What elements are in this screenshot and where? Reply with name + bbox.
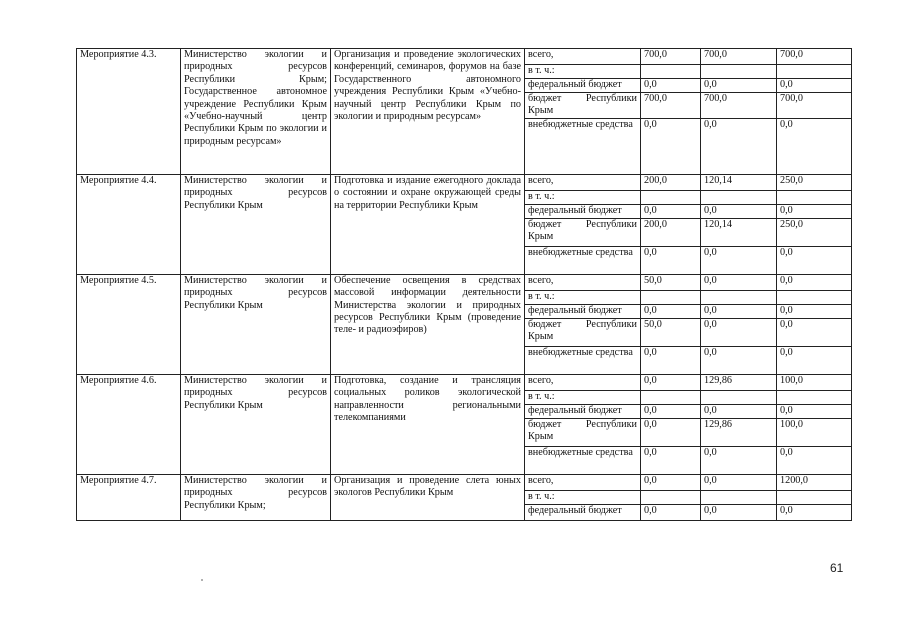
amount-v3: 1200,0 (777, 474, 852, 490)
amount-v3: 0,0 (777, 204, 852, 218)
amount-v3: 100,0 (777, 418, 852, 446)
funding-source: внебюджетные средства (525, 346, 641, 374)
amount-v1: 50,0 (641, 274, 701, 290)
measure-name: Мероприятие 4.3. (77, 49, 181, 175)
amount-v3: 100,0 (777, 374, 852, 390)
measure-executor: Министерство экологии и природных ресурсов Республики Крым; (181, 474, 331, 520)
table-row (77, 474, 852, 490)
table-row (77, 49, 852, 65)
amount-v1: 0,0 (641, 404, 701, 418)
amount-v1: 0,0 (641, 446, 701, 474)
table-row (77, 274, 852, 290)
amount-v3: 0,0 (777, 118, 852, 174)
amount-v2: 0,0 (701, 318, 777, 346)
measure-name: Мероприятие 4.5. (77, 274, 181, 374)
page-number: 61 (830, 561, 844, 575)
amount-v3: 0,0 (777, 79, 852, 93)
amount-v1 (641, 490, 701, 504)
amount-v2: 0,0 (701, 79, 777, 93)
amount-v2 (701, 490, 777, 504)
amount-v2: 0,0 (701, 118, 777, 174)
amount-v3 (777, 65, 852, 79)
amount-v3 (777, 190, 852, 204)
measure-description: Организация и проведение слета юных экологов Республики Крым (331, 474, 525, 520)
amount-v3: 0,0 (777, 304, 852, 318)
funding-source: внебюджетные средства (525, 246, 641, 274)
amount-v3: 0,0 (777, 404, 852, 418)
amount-v2: 0,0 (701, 304, 777, 318)
amount-v2 (701, 190, 777, 204)
amount-v1: 200,0 (641, 174, 701, 190)
funding-source: федеральный бюджет (525, 504, 641, 520)
amount-v1: 700,0 (641, 93, 701, 119)
amount-v1: 0,0 (641, 304, 701, 318)
amount-v2: 0,0 (701, 474, 777, 490)
amount-v2: 0,0 (701, 274, 777, 290)
amount-v1: 0,0 (641, 346, 701, 374)
amount-v1: 50,0 (641, 318, 701, 346)
amount-v3 (777, 390, 852, 404)
measure-executor: Министерство экологии и природных ресурсов Республики Крым (181, 374, 331, 474)
amount-v3 (777, 290, 852, 304)
amount-v1: 700,0 (641, 49, 701, 65)
funding-source: всего, (525, 374, 641, 390)
amount-v2: 0,0 (701, 446, 777, 474)
amount-v3: 700,0 (777, 93, 852, 119)
amount-v1 (641, 290, 701, 304)
measures-table (76, 48, 852, 521)
amount-v3 (777, 490, 852, 504)
funding-source: в т. ч.: (525, 190, 641, 204)
table-row (77, 374, 852, 390)
amount-v1 (641, 190, 701, 204)
funding-source: внебюджетные средства (525, 118, 641, 174)
funding-source: федеральный бюджет (525, 304, 641, 318)
amount-v3: 0,0 (777, 504, 852, 520)
amount-v2: 0,0 (701, 504, 777, 520)
amount-v2: 129,86 (701, 418, 777, 446)
amount-v1 (641, 65, 701, 79)
funding-source: бюджет Республики Крым (525, 218, 641, 246)
amount-v1: 0,0 (641, 418, 701, 446)
amount-v1: 0,0 (641, 118, 701, 174)
funding-source: в т. ч.: (525, 290, 641, 304)
funding-source: бюджет Республики Крым (525, 418, 641, 446)
funding-source: внебюджетные средства (525, 446, 641, 474)
funding-source: бюджет Республики Крым (525, 318, 641, 346)
amount-v3: 0,0 (777, 346, 852, 374)
amount-v2: 129,86 (701, 374, 777, 390)
amount-v2 (701, 290, 777, 304)
measure-executor: Министерство экологии и природных ресурсов Республики Крым (181, 274, 331, 374)
funding-source: в т. ч.: (525, 65, 641, 79)
funding-source: бюджет Республики Крым (525, 93, 641, 119)
amount-v2: 120,14 (701, 218, 777, 246)
funding-source: всего, (525, 474, 641, 490)
measure-name: Мероприятие 4.7. (77, 474, 181, 520)
measure-description: Подготовка, создание и трансляция социальных роликов экологической направленности региональными телекомпаниями (331, 374, 525, 474)
amount-v2: 0,0 (701, 346, 777, 374)
funding-source: в т. ч.: (525, 490, 641, 504)
measure-description: Организация и проведение экологических конференций, семинаров, форумов на базе Государственного автономного учреждения Республики Крым «Учебно-научный центр Республики Крым по экологии и природным ресурсам» (331, 49, 525, 175)
amount-v1: 0,0 (641, 79, 701, 93)
amount-v2: 700,0 (701, 93, 777, 119)
scan-speck (201, 579, 203, 581)
amount-v3: 0,0 (777, 446, 852, 474)
amount-v3: 700,0 (777, 49, 852, 65)
funding-source: в т. ч.: (525, 390, 641, 404)
funding-source: всего, (525, 49, 641, 65)
measure-name: Мероприятие 4.6. (77, 374, 181, 474)
measure-executor: Министерство экологии и природных ресурсов Республики Крым (181, 174, 331, 274)
amount-v3: 250,0 (777, 174, 852, 190)
amount-v3: 0,0 (777, 318, 852, 346)
measure-name: Мероприятие 4.4. (77, 174, 181, 274)
funding-source: всего, (525, 274, 641, 290)
amount-v2: 120,14 (701, 174, 777, 190)
funding-source: федеральный бюджет (525, 79, 641, 93)
amount-v2: 0,0 (701, 404, 777, 418)
amount-v1: 0,0 (641, 204, 701, 218)
amount-v2: 700,0 (701, 49, 777, 65)
amount-v2 (701, 390, 777, 404)
funding-source: всего, (525, 174, 641, 190)
measure-executor: Министерство экологии и природных ресурсов Республики Крым; Государственное автономное учреждение Республики Крым «Учебно-научный центр Республики Крым по экологии и природным ресурсам» (181, 49, 331, 175)
measure-description: Обеспечение освещения в средствах массовой информации деятельности Министерства экологии и природных ресурсов Республики Крым (проведение теле- и радиоэфиров) (331, 274, 525, 374)
amount-v1: 0,0 (641, 504, 701, 520)
amount-v3: 0,0 (777, 274, 852, 290)
table-row (77, 174, 852, 190)
amount-v3: 0,0 (777, 246, 852, 274)
amount-v3: 250,0 (777, 218, 852, 246)
measure-description: Подготовка и издание ежегодного доклада о состоянии и охране окружающей среды на территории Республики Крым (331, 174, 525, 274)
amount-v1: 0,0 (641, 374, 701, 390)
funding-source: федеральный бюджет (525, 204, 641, 218)
table-body (77, 49, 852, 521)
amount-v1: 0,0 (641, 474, 701, 490)
amount-v2: 0,0 (701, 204, 777, 218)
amount-v1: 0,0 (641, 246, 701, 274)
amount-v2: 0,0 (701, 246, 777, 274)
funding-source: федеральный бюджет (525, 404, 641, 418)
amount-v1 (641, 390, 701, 404)
amount-v1: 200,0 (641, 218, 701, 246)
amount-v2 (701, 65, 777, 79)
